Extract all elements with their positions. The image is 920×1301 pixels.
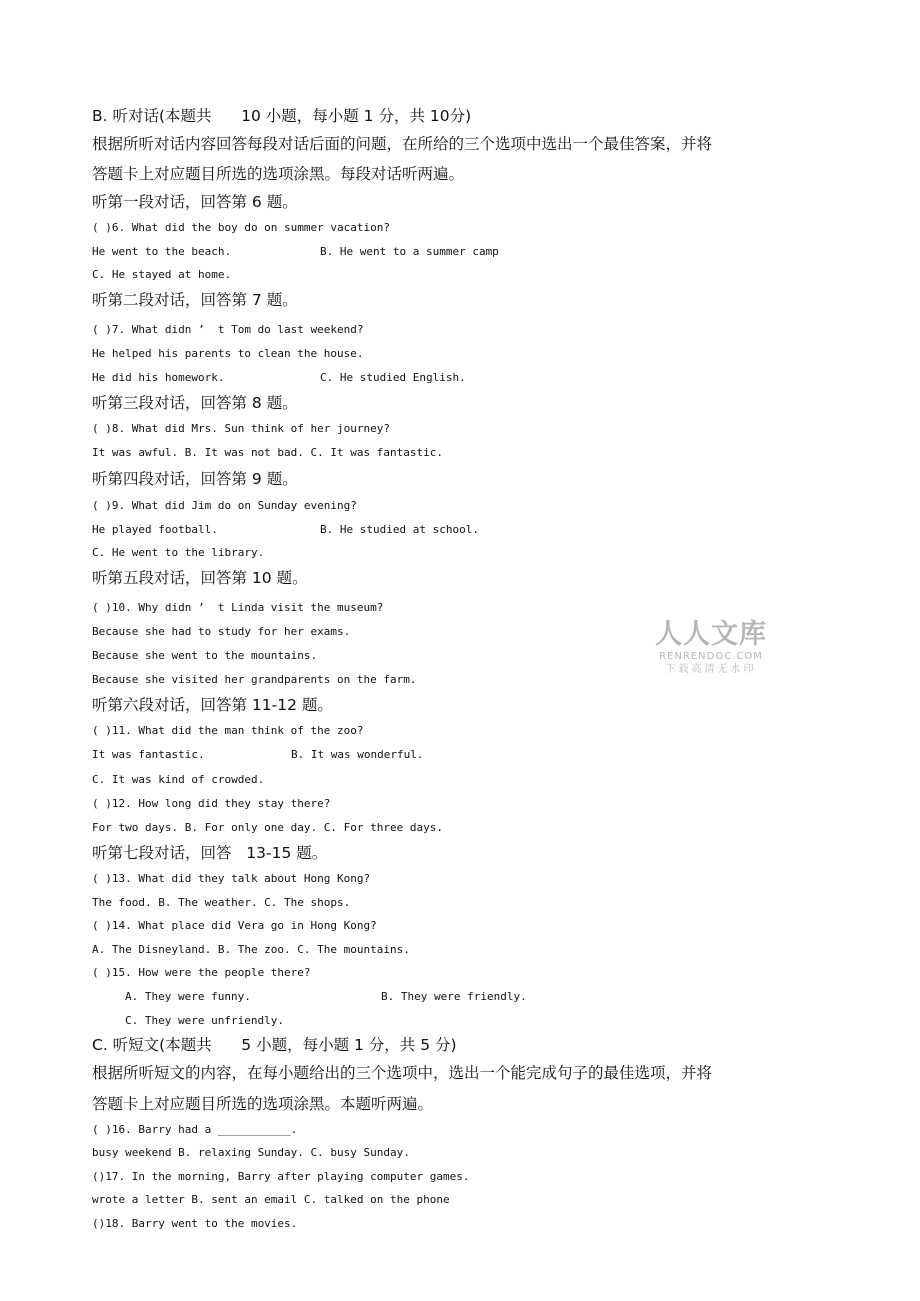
- dialogue-6-title: 听第六段对话，回答第 11-12 题。: [92, 696, 333, 714]
- renrendoc-watermark: [650, 620, 772, 676]
- section-c-instructions-line1: 根据所听短文的内容，在每小题给出的三个选项中，选出一个能完成句子的最佳选项，并将: [92, 1064, 713, 1082]
- dialogue-3-title: 听第三段对话，回答第 8 题。: [92, 394, 298, 412]
- question-15-option-c: C. They were unfriendly.: [125, 1014, 284, 1027]
- section-b-instructions-line2: 答题卡上对应题目所选的选项涂黑。每段对话听两遍。: [92, 165, 465, 183]
- dialogue-4-title: 听第四段对话，回答第 9 题。: [92, 470, 298, 488]
- watermark-site: RENRENDOC.COM: [659, 651, 763, 662]
- question-9: ( )9. What did Jim do on Sunday evening?: [92, 499, 357, 512]
- question-7-option-c: C. He studied English.: [320, 371, 466, 384]
- watermark-title: 人人文库: [655, 619, 767, 650]
- section-c-heading: C. 听短文(本题共 5 小题，每小题 1 分，共 5 分): [92, 1036, 457, 1054]
- dialogue-2-title: 听第二段对话，回答第 7 题。: [92, 291, 298, 309]
- question-11-option-b: B. It was wonderful.: [291, 748, 424, 761]
- question-8-options: It was awful. B. It was not bad. C. It was fantastic.: [92, 446, 443, 459]
- dialogue-1-title: 听第一段对话，回答第 6 题。: [92, 193, 298, 211]
- question-12-options: For two days. B. For only one day. C. For three days.: [92, 821, 443, 834]
- question-10-option-b: Because she went to the mountains.: [92, 649, 318, 662]
- question-10: ( )10. Why didn ’ t Linda visit the museum?: [92, 601, 384, 614]
- section-c-instructions-line2: 答题卡上对应题目所选的选项涂黑。本题听两遍。: [92, 1095, 434, 1113]
- question-7-option-a: He helped his parents to clean the house.: [92, 347, 364, 360]
- question-14-options: A. The Disneyland. B. The zoo. C. The mountains.: [92, 943, 410, 956]
- question-17-options: wrote a letter B. sent an email C. talked on the phone: [92, 1193, 450, 1206]
- question-15-option-a: A. They were funny.: [125, 990, 251, 1003]
- question-9-option-a: He played football.: [92, 523, 218, 536]
- question-17: ()17. In the morning, Barry after playing computer games.: [92, 1170, 470, 1183]
- watermark-tagline: 下载高清无水印: [665, 664, 757, 675]
- question-9-option-c: C. He went to the library.: [92, 546, 265, 559]
- question-10-option-c: Because she visited her grandparents on the farm.: [92, 673, 417, 686]
- question-18: ()18. Barry went to the movies.: [92, 1217, 298, 1230]
- question-11: ( )11. What did the man think of the zoo?: [92, 724, 364, 737]
- question-12: ( )12. How long did they stay there?: [92, 797, 331, 810]
- section-b-instructions-line1: 根据所听对话内容回答每段对话后面的问题，在所给的三个选项中选出一个最佳答案，并将: [92, 135, 713, 153]
- question-16: ( )16. Barry had a ___________.: [92, 1123, 298, 1136]
- question-8: ( )8. What did Mrs. Sun think of her journey?: [92, 422, 391, 435]
- question-14: ( )14. What place did Vera go in Hong Kong?: [92, 919, 377, 932]
- dialogue-5-title: 听第五段对话，回答第 10 题。: [92, 569, 308, 587]
- question-7: ( )7. What didn ’ t Tom do last weekend?: [92, 323, 364, 336]
- question-15: ( )15. How were the people there?: [92, 966, 311, 979]
- question-6-option-b: B. He went to a summer camp: [320, 245, 499, 258]
- question-11-option-c: C. It was kind of crowded.: [92, 773, 265, 786]
- question-10-option-a: Because she had to study for her exams.: [92, 625, 351, 638]
- question-11-option-a: It was fantastic.: [92, 748, 205, 761]
- question-16-options: busy weekend B. relaxing Sunday. C. busy Sunday.: [92, 1146, 410, 1159]
- question-6-option-a: He went to the beach.: [92, 245, 232, 258]
- question-13: ( )13. What did they talk about Hong Kong?: [92, 872, 371, 885]
- dialogue-7-title: 听第七段对话，回答 13-15 题。: [92, 844, 328, 862]
- question-13-options: The food. B. The weather. C. The shops.: [92, 896, 351, 909]
- section-b-heading: B. 听对话(本题共 10 小题，每小题 1 分，共 10分): [92, 107, 472, 125]
- question-6-option-c: C. He stayed at home.: [92, 268, 232, 281]
- question-9-option-b: B. He studied at school.: [320, 523, 479, 536]
- question-6: ( )6. What did the boy do on summer vacation?: [92, 221, 391, 234]
- question-7-option-b: He did his homework.: [92, 371, 225, 384]
- question-15-option-b: B. They were friendly.: [381, 990, 527, 1003]
